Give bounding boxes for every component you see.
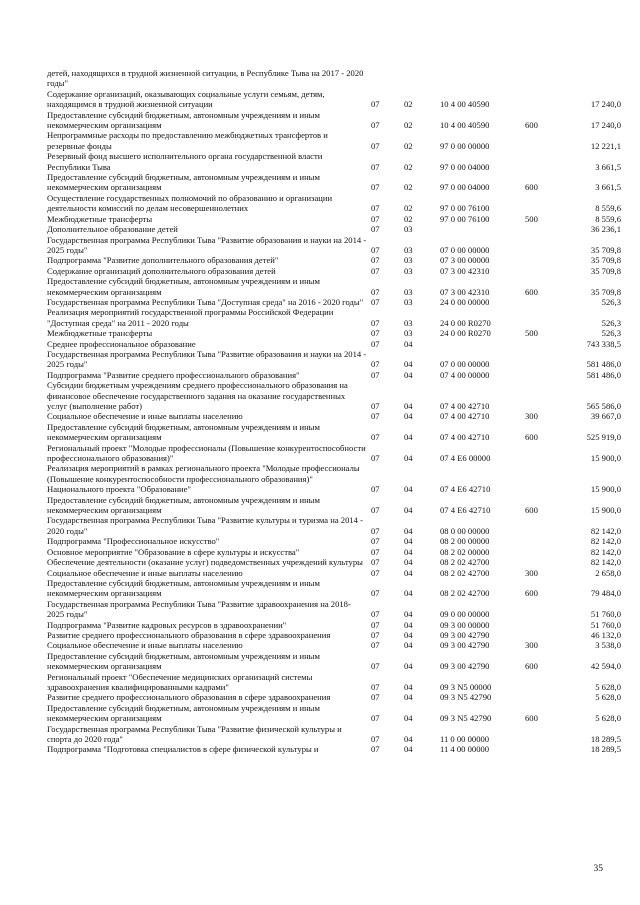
row-target-article-code: 24 0 00 R0270 <box>440 328 491 339</box>
row-amount: 15 900,0 <box>590 484 621 495</box>
row-amount: 17 240,0 <box>590 120 621 131</box>
row-amount: 79 484,0 <box>590 588 621 599</box>
row-section-code: 07 <box>371 99 380 110</box>
row-name: Предоставление субсидий бюджетным, автономным учреждениям и иным некоммерческим организациям <box>47 421 323 443</box>
row-amount: 8 559,6 <box>595 203 621 214</box>
row-subsection-code: 04 <box>404 713 413 724</box>
row-amount: 35 709,8 <box>590 265 621 276</box>
row-amount: 525 919,0 <box>586 432 621 443</box>
row-target-article-code: 09 3 N5 42790 <box>440 713 492 724</box>
row-amount: 3 538,0 <box>595 640 621 651</box>
row-subsection-code: 02 <box>404 182 413 193</box>
row-section-code: 07 <box>371 588 380 599</box>
row-section-code: 07 <box>371 744 380 755</box>
row-target-article-code: 09 3 00 00000 <box>440 619 490 630</box>
row-name: Предоставление субсидий бюджетным, автономным учреждениям и иным некоммерческим организациям <box>47 172 323 193</box>
table-row <box>47 255 621 266</box>
table-row <box>47 494 621 516</box>
table-row <box>47 307 621 328</box>
row-target-article-code: 24 0 00 R0270 <box>440 317 491 328</box>
row-name: Подпрограмма "Развитие дополнительного образования детей" <box>47 255 279 266</box>
row-subsection-code: 03 <box>404 255 413 266</box>
row-amount: 42 594,0 <box>590 661 621 672</box>
row-subsection-code: 04 <box>404 567 413 578</box>
row-name: Предоставление субсидий бюджетным, автономным учреждениям и иным некоммерческим организациям <box>47 109 323 131</box>
row-amount: 2 658,0 <box>595 567 621 578</box>
table-row <box>47 567 621 578</box>
row-subsection-code: 02 <box>404 213 413 224</box>
row-subsection-code: 04 <box>404 640 413 651</box>
row-subsection-code: 03 <box>404 317 413 328</box>
table-row <box>47 598 621 620</box>
row-subsection-code: 04 <box>404 609 413 620</box>
row-section-code: 07 <box>371 546 380 557</box>
row-name: Предоставление субсидий бюджетным, автономным учреждениям и иным некоммерческим организациям <box>47 276 323 297</box>
row-target-article-code: 09 3 00 42790 <box>440 640 490 651</box>
table-row <box>47 224 621 235</box>
row-amount: 46 132,0 <box>590 629 621 640</box>
row-name: Государственная программа Республики Тыва "Развитие здравоохранения на 2018-2025 годы" <box>47 598 351 620</box>
row-target-article-code: 07 4 00 42710 <box>440 411 490 422</box>
row-amount: 581 486,0 <box>586 359 621 370</box>
row-target-article-code: 08 2 02 00000 <box>440 546 490 557</box>
table-row <box>47 234 621 256</box>
row-name: детей, находящихся в трудной жизненной ситуации, в Республике Тыва на 2017 - 2020 годы" <box>47 68 366 89</box>
table-row <box>47 723 621 745</box>
row-amount: 51 760,0 <box>590 619 621 630</box>
row-amount: 36 236,1 <box>590 224 621 235</box>
row-amount: 15 900,0 <box>590 453 621 464</box>
table-row <box>47 265 621 276</box>
row-name: Субсидии бюджетным учреждениям среднего профессионального образования на финансовое обеспечение государственного задания на оказание государственных услуг (выполнение работ) <box>47 380 350 411</box>
row-section-code: 07 <box>371 411 380 422</box>
table-row <box>47 130 621 151</box>
row-expense-type-code: 600 <box>525 432 538 443</box>
table-row <box>47 296 621 307</box>
table-row <box>47 172 621 193</box>
row-name: Дополнительное образование детей <box>47 224 178 235</box>
row-subsection-code: 02 <box>404 99 413 110</box>
row-section-code: 07 <box>371 140 380 151</box>
row-target-article-code: 09 3 00 42790 <box>440 629 490 640</box>
row-target-article-code: 07 0 00 00000 <box>440 359 490 370</box>
row-name: Резервный фонд высшего исполнительного органа государственной власти Республики Тыва <box>47 151 325 172</box>
table-row <box>47 650 621 672</box>
table-row <box>47 421 621 443</box>
row-name: Среднее профессиональное образование <box>47 338 196 349</box>
row-expense-type-code: 600 <box>525 286 538 297</box>
row-name: Реализация мероприятий в рамках регионального проекта "Молодые профессионалы (Повышение конкурентоспособности профессионального образования)" Национального проекта "Образование" <box>47 463 362 495</box>
table-row <box>47 213 621 224</box>
row-target-article-code: 09 3 N5 42790 <box>440 692 492 703</box>
row-name: Предоставление субсидий бюджетным, автономным учреждениям и иным некоммерческим организациям <box>47 702 323 724</box>
row-section-code: 07 <box>371 661 380 672</box>
row-amount: 15 900,0 <box>590 505 621 516</box>
row-section-code: 07 <box>371 255 380 266</box>
row-section-code: 07 <box>371 640 380 651</box>
table-row <box>47 744 621 755</box>
row-name: Предоставление субсидий бюджетным, автономным учреждениям и иным некоммерческим организациям <box>47 577 323 599</box>
row-subsection-code: 04 <box>404 681 413 692</box>
row-subsection-code: 04 <box>404 505 413 516</box>
row-section-code: 07 <box>371 713 380 724</box>
row-name: Региональный проект "Молодые профессионалы (Повышение конкурентоспособности профессионального образования)" <box>47 442 368 464</box>
row-section-code: 07 <box>371 681 380 692</box>
table-row <box>47 276 621 297</box>
row-subsection-code: 04 <box>404 661 413 672</box>
row-amount: 18 289,5 <box>590 744 621 755</box>
row-amount: 82 142,0 <box>590 525 621 536</box>
row-subsection-code: 04 <box>404 619 413 630</box>
row-section-code: 07 <box>371 317 380 328</box>
row-section-code: 07 <box>371 182 380 193</box>
table-row <box>47 692 621 703</box>
row-expense-type-code: 600 <box>525 505 538 516</box>
table-row <box>47 619 621 630</box>
row-amount: 39 667,0 <box>590 411 621 422</box>
table-row <box>47 702 621 724</box>
row-section-code: 07 <box>371 286 380 297</box>
row-name: Региональный проект "Обеспечение медицинских организаций системы здравоохранения квалифицированными кадрами" <box>47 671 315 692</box>
row-amount: 82 142,0 <box>590 557 621 568</box>
row-subsection-code: 04 <box>404 557 413 568</box>
row-target-article-code: 09 0 00 00000 <box>440 609 490 620</box>
row-target-article-code: 08 2 00 00000 <box>440 536 490 547</box>
table-row <box>47 546 621 557</box>
row-amount: 51 760,0 <box>590 609 621 620</box>
row-name: Осуществление государственных полномочий по образованию и организации деятельности комиссий по делам несовершеннолетних <box>47 192 335 214</box>
row-subsection-code: 02 <box>404 140 413 151</box>
row-name: Предоставление субсидий бюджетным, автономным учреждениям и иным некоммерческим организациям <box>47 494 323 516</box>
row-subsection-code: 04 <box>404 629 413 640</box>
row-subsection-code: 04 <box>404 484 413 495</box>
table-row <box>47 369 621 380</box>
row-target-article-code: 07 4 E6 42710 <box>440 484 491 495</box>
row-name: Государственная программа Республики Тыва "Развитие образования и науки на 2014 - 2025 годы" <box>47 234 369 255</box>
row-expense-type-code: 300 <box>525 411 538 422</box>
row-target-article-code: 97 0 00 00000 <box>440 140 490 151</box>
row-expense-type-code: 300 <box>525 567 538 578</box>
table-row <box>47 328 621 339</box>
row-section-code: 07 <box>371 120 380 131</box>
row-amount: 5 628,0 <box>595 681 621 692</box>
row-target-article-code: 11 4 00 00000 <box>440 744 490 755</box>
table-row <box>47 536 621 547</box>
row-amount: 12 221,1 <box>590 140 621 151</box>
row-name: Содержание организаций, оказывающих социальные услуги семьям, детям, находящимся в трудной жизненной ситуации <box>47 88 327 110</box>
row-subsection-code: 04 <box>404 536 413 547</box>
row-amount: 3 661,5 <box>595 182 621 193</box>
row-amount: 35 709,8 <box>590 244 621 255</box>
row-name: Подпрограмма "Профессиональное искусство" <box>47 536 220 547</box>
row-section-code: 07 <box>371 369 380 380</box>
page-number: 35 <box>593 863 603 874</box>
row-target-article-code: 08 2 02 42700 <box>440 567 490 578</box>
row-expense-type-code: 300 <box>525 640 538 651</box>
row-section-code: 07 <box>371 629 380 640</box>
row-name: Основное мероприятие "Образование в сфере культуры и искусства" <box>47 546 300 557</box>
row-section-code: 07 <box>371 484 380 495</box>
table-row <box>47 463 621 495</box>
row-name: Социальное обеспечение и иные выплаты населению <box>47 411 243 422</box>
row-target-article-code: 07 4 00 42710 <box>440 432 490 443</box>
row-amount: 18 289,5 <box>590 734 621 744</box>
row-expense-type-code: 600 <box>525 713 538 724</box>
row-subsection-code: 04 <box>404 546 413 557</box>
row-subsection-code: 04 <box>404 432 413 443</box>
row-target-article-code: 24 0 00 00000 <box>440 296 490 307</box>
row-subsection-code: 02 <box>404 203 413 214</box>
row-subsection-code: 04 <box>404 369 413 380</box>
row-target-article-code: 07 4 E6 00000 <box>440 453 491 464</box>
row-amount: 565 586,0 <box>586 401 621 411</box>
table-row <box>47 68 607 89</box>
row-target-article-code: 97 0 00 04000 <box>440 182 490 193</box>
table-row <box>47 88 621 110</box>
row-name: Государственная программа Республики Тыва "Развитие образования и науки на 2014 - 2025 годы" <box>47 348 369 370</box>
row-target-article-code: 08 0 00 00000 <box>440 525 490 536</box>
row-amount: 35 709,8 <box>590 286 621 297</box>
row-name: Государственная программа Республики Тыва "Развитие физической культуры и спорта до 2020 года" <box>47 723 344 744</box>
row-section-code: 07 <box>371 401 380 411</box>
row-amount: 5 628,0 <box>595 713 621 724</box>
row-section-code: 07 <box>371 557 380 568</box>
row-target-article-code: 07 4 E6 42710 <box>440 505 491 516</box>
row-amount: 581 486,0 <box>586 369 621 380</box>
row-amount: 35 709,8 <box>590 255 621 266</box>
row-name: Государственная программа Республики Тыва "Доступная среда" на 2016 - 2020 годы" <box>47 296 364 307</box>
row-target-article-code: 97 0 00 76100 <box>440 213 490 224</box>
row-subsection-code: 04 <box>404 744 413 755</box>
row-name: Реализация мероприятий государственной программы Российской Федерации "Доступная среда" на 2011 - 2020 годы <box>47 307 336 328</box>
row-expense-type-code: 500 <box>525 213 538 224</box>
row-name: Развитие среднего профессионального образования в сфере здравоохранения <box>47 629 331 640</box>
row-name: Подпрограмма "Подготовка специалистов в сфере физической культуры и <box>47 744 319 755</box>
row-amount: 82 142,0 <box>590 536 621 547</box>
row-name: Предоставление субсидий бюджетным, автономным учреждениям и иным некоммерческим организациям <box>47 650 323 672</box>
row-name: Социальное обеспечение и иные выплаты населению <box>47 640 243 651</box>
row-section-code: 07 <box>371 609 380 620</box>
row-amount: 526,3 <box>601 317 621 328</box>
row-subsection-code: 03 <box>404 286 413 297</box>
table-row <box>47 348 621 370</box>
row-subsection-code: 04 <box>404 588 413 599</box>
table-row <box>47 442 621 464</box>
row-subsection-code: 04 <box>404 359 413 370</box>
row-target-article-code: 08 2 02 42700 <box>440 588 490 599</box>
row-section-code: 07 <box>371 505 380 516</box>
row-subsection-code: 03 <box>404 224 413 235</box>
row-target-article-code: 07 4 00 00000 <box>440 369 490 380</box>
table-row <box>47 577 621 599</box>
row-name: Содержание организаций дополнительного образования детей <box>47 265 276 276</box>
row-target-article-code: 07 3 00 42310 <box>440 265 490 276</box>
row-target-article-code: 07 3 00 00000 <box>440 255 490 266</box>
row-amount: 5 628,0 <box>595 692 621 703</box>
row-section-code: 07 <box>371 244 380 255</box>
row-section-code: 07 <box>371 359 380 370</box>
row-section-code: 07 <box>371 536 380 547</box>
row-section-code: 07 <box>371 265 380 276</box>
row-subsection-code: 02 <box>404 120 413 131</box>
row-subsection-code: 04 <box>404 338 413 349</box>
row-name: Развитие среднего профессионального образования в сфере здравоохранения <box>47 692 331 703</box>
row-expense-type-code: 600 <box>525 120 538 131</box>
table-row <box>47 109 621 131</box>
row-target-article-code: 09 3 00 42790 <box>440 661 490 672</box>
row-name: Непрограммные расходы по предоставлению межбюджетных трансфертов и резервные фонды <box>47 130 330 151</box>
row-name: Обеспечение деятельности (оказание услуг) подведомственных учреждений культуры <box>47 557 363 568</box>
row-amount: 8 559,6 <box>595 213 621 224</box>
row-section-code: 07 <box>371 338 380 349</box>
row-expense-type-code: 600 <box>525 661 538 672</box>
budget-table <box>47 68 621 755</box>
table-row <box>47 557 621 568</box>
row-target-article-code: 07 3 00 42310 <box>440 286 490 297</box>
row-section-code: 07 <box>371 203 380 214</box>
row-expense-type-code: 600 <box>525 182 538 193</box>
row-section-code: 07 <box>371 734 380 744</box>
table-row <box>47 515 621 536</box>
row-subsection-code: 02 <box>404 161 413 172</box>
row-section-code: 07 <box>371 224 380 235</box>
row-target-article-code: 97 0 00 04000 <box>440 161 490 172</box>
table-row <box>47 411 621 422</box>
row-name: Межбюджетные трансферты <box>47 213 153 224</box>
row-target-article-code: 10 4 00 40590 <box>440 120 490 131</box>
row-section-code: 07 <box>371 213 380 224</box>
table-row <box>47 640 621 651</box>
row-amount: 526,3 <box>601 328 621 339</box>
row-target-article-code: 11 0 00 00000 <box>440 734 490 744</box>
row-subsection-code: 03 <box>404 265 413 276</box>
row-section-code: 07 <box>371 296 380 307</box>
table-row <box>47 671 621 693</box>
row-subsection-code: 03 <box>404 296 413 307</box>
row-target-article-code: 08 2 02 42700 <box>440 557 490 568</box>
row-amount: 743 338,5 <box>586 338 621 349</box>
row-subsection-code: 04 <box>404 401 413 411</box>
row-target-article-code: 07 4 00 42710 <box>440 401 490 411</box>
row-subsection-code: 04 <box>404 692 413 703</box>
row-target-article-code: 07 0 00 00000 <box>440 244 490 255</box>
row-section-code: 07 <box>371 161 380 172</box>
table-row <box>47 192 621 214</box>
row-subsection-code: 04 <box>404 734 413 744</box>
row-target-article-code: 10 4 00 40590 <box>440 99 490 110</box>
row-name: Подпрограмма "Развитие среднего профессионального образования" <box>47 369 300 380</box>
row-subsection-code: 04 <box>404 525 413 536</box>
row-section-code: 07 <box>371 692 380 703</box>
row-amount: 526,3 <box>601 296 621 307</box>
row-target-article-code: 09 3 N5 00000 <box>440 681 492 692</box>
row-expense-type-code: 600 <box>525 588 538 599</box>
row-subsection-code: 04 <box>404 453 413 464</box>
row-name: Государственная программа Республики Тыва "Развитие культуры и туризма на 2014 - 2020 годы" <box>47 515 366 536</box>
table-row <box>47 338 621 349</box>
table-row <box>47 151 621 172</box>
row-amount: 82 142,0 <box>590 546 621 557</box>
row-section-code: 07 <box>371 567 380 578</box>
row-amount: 3 661,5 <box>595 161 621 172</box>
row-section-code: 07 <box>371 453 380 464</box>
row-section-code: 07 <box>371 432 380 443</box>
row-section-code: 07 <box>371 619 380 630</box>
table-row <box>47 380 621 411</box>
row-subsection-code: 03 <box>404 244 413 255</box>
row-name: Межбюджетные трансферты <box>47 328 153 339</box>
row-name: Социальное обеспечение и иные выплаты населению <box>47 567 243 578</box>
row-section-code: 07 <box>371 525 380 536</box>
row-subsection-code: 04 <box>404 411 413 422</box>
row-subsection-code: 03 <box>404 328 413 339</box>
table-row <box>47 629 621 640</box>
row-expense-type-code: 500 <box>525 328 538 339</box>
row-section-code: 07 <box>371 328 380 339</box>
row-amount: 17 240,0 <box>590 99 621 110</box>
row-name: Подпрограмма "Развитие кадровых ресурсов в здравоохранении" <box>47 619 287 630</box>
row-target-article-code: 97 0 00 76100 <box>440 203 490 214</box>
